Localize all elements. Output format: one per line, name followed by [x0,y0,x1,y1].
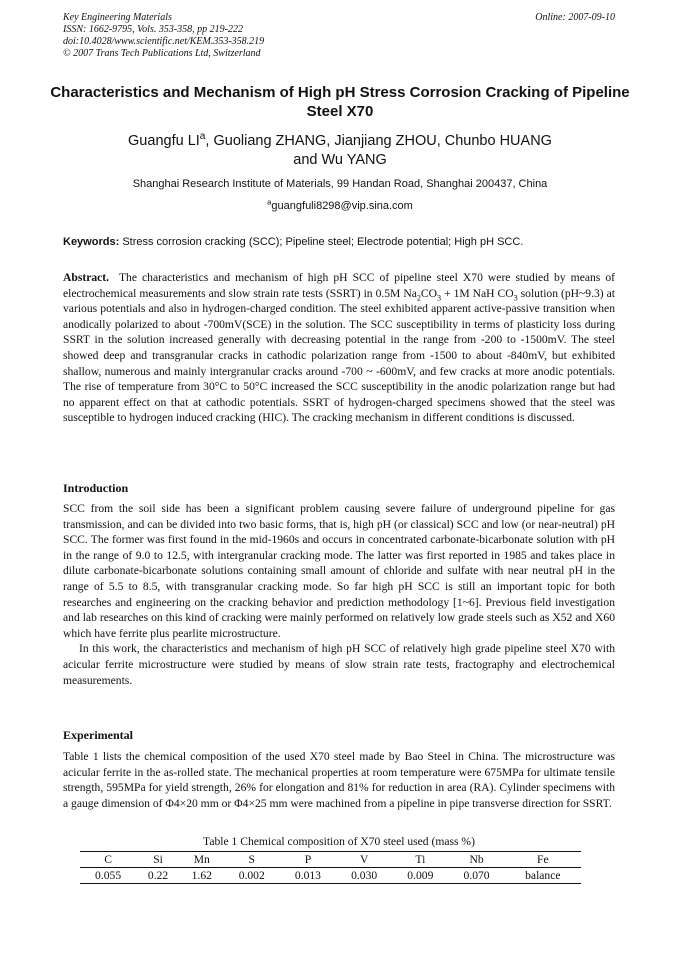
introduction-body [63,501,615,688]
col-header: P [304,853,312,866]
author-rest-line2: and Wu YANG [293,152,387,168]
affiliation: Shanghai Research Institute of Materials, 99 Handan Road, Shanghai 200437, China [132,178,548,190]
email-affil-mark: a [267,197,272,207]
keywords-text: Stress corrosion cracking (SCC); Pipeline steel; Electrode potential; High pH SCC. [122,236,524,248]
composition-table [80,851,581,884]
abstract-sub1: 2 [416,292,421,302]
email-address[interactable]: guangfuli8298@vip.sina.com [271,200,413,212]
copyright-line: © 2007 Trans Tech Publications Ltd, Switzerland [63,48,261,59]
introduction-paragraph-1: SCC from the soil side has been a significant problem causing severe failure of underground pipeline for gas transmission, and can be divided into two basic forms, that is, high pH (or classical) SCC and low (or near-neutral) pH SCC. The former was first found in the mid-1960s and occurs in concentrated carbonate-bicarbonate solution with pH in the range of 9.0 to 12.5, with intergranular cracking mode. The latter was first reported in 1985 and takes place in dilute carbonate-bicarbonate solutions containing small amount of chloride and sulfate with near neutral pH in the range of 5.5 to 8.5, with transgranular cracking mode. So far high pH SCC is still an important topic for both researches and engineering on the cracking behavior and prediction methodology [1~6]. Previous field investigation and lab researches on this kind of cracking were mainly performed on relatively low grade steels such as X52 and X60 which have ferrite plus pearlite microstructure. [63,502,615,640]
col-header: Fe [537,853,549,866]
col-header: Si [153,853,163,866]
table-header-row [80,852,581,868]
col-header: C [104,853,112,866]
issn-line: ISSN: 1662-9795, Vols. 353-358, pp 219-222 [63,24,243,35]
author-rest-line1: , Guoliang ZHANG, Jianjiang ZHOU, Chunbo HUANG [205,133,552,149]
keywords-label: Keywords: [63,236,120,248]
col-header: S [248,853,255,866]
abstract [63,270,615,426]
abstract-part2: CO [420,286,438,300]
introduction-heading: Introduction [63,481,129,495]
table-row [80,868,581,884]
table1-caption: Table 1 Chemical composition of X70 steel used (mass %) [203,835,475,848]
table-cell: balance [525,869,561,882]
table-cell: 0.013 [294,869,321,882]
table-cell: 0.22 [147,869,169,882]
table-cell: 0.009 [407,869,434,882]
introduction-paragraph-2: In this work, the characteristics and mechanism of high pH SCC of relatively high grade pipeline steel X70 with acicular ferrite microstructure were studied by means of slow strain rate tests, fractography and electrochemical measurements. [63,642,615,687]
table-cell: 0.070 [463,869,490,882]
abstract-label: Abstract. [63,271,110,284]
author-first-affil-mark: a [199,131,206,143]
abstract-sub2: 3 [437,292,442,302]
experimental-body [63,749,615,811]
abstract-sub3: 3 [513,292,518,302]
author-list [60,132,620,170]
col-header: Ti [415,853,426,866]
table-cell: 1.62 [191,869,212,882]
experimental-paragraph-1: Table 1 lists the chemical composition of the used X70 steel made by Bao Steel in China. The microstructure was acicular ferrite in the as-rolled state. The mechanical properties at room temperature were 675MPa for ultimate tensile strength, 595MPa for yield strength, 26% for elongation and 81% for reduction in area (RA). Cylinder specimens with a gauge dimension of Φ4×20 mm or Φ4×25 mm were machined from a pipeline in pipe transverse direction for SSRT. [63,750,615,810]
online-date: Online: 2007-09-10 [535,12,615,23]
abstract-part3: + 1M NaH CO [441,286,514,300]
abstract-part1: The characteristics and mechanism of high pH SCC of pipeline steel X70 were studied by means of electrochemical measurements and slow strain rate tests (SSRT) in 0.5M Na [63,271,615,300]
keywords [63,235,618,249]
table-cell: 0.030 [351,869,378,882]
paper-title: Characteristics and Mechanism of High pH Stress Corrosion Cracking of Pipeline Steel X70 [50,84,630,120]
abstract-part4: solution (pH~9.3) at various potentials and also in hydrogen-charged condition. The steel exhibited apparent active-passive transition when anodically polarized to about -700mV(SCE) in the solution. The SCC susceptibility in terms of plasticity loss during SSRT in the solution increased generally with decreasing potential in the range from -200 to -1500mV. The steel showed deep and transgranular cracks in cathodic polarization range from -1500 to about -840mV, but exhibited shallow, numerous and mainly intergranular cracks around -700 ~ -600mV, and few cracks at more anodic potentials. The rise of temperature from 30°C to 50°C increased the SCC susceptibility in the anodic polarization range but had no apparent effect on that at cathodic potentials. SSRT of hydrogen-charged specimens showed that the steel was susceptible to hydrogen induced cracking (HIC). The cracking mechanism in different conditions is discussed. [63,286,615,425]
table-cell: 0.055 [95,869,122,882]
table-cell: 0.002 [238,869,265,882]
doi-line: doi:10.4028/www.scientific.net/KEM.353-358.219 [63,36,265,47]
col-header: Nb [469,853,484,866]
experimental-heading: Experimental [63,728,133,742]
col-header: V [359,853,369,866]
journal-header [63,12,615,60]
email-line [60,199,620,213]
col-header: Mn [193,853,210,866]
journal-name: Key Engineering Materials [63,12,172,23]
author-first: Guangfu LI [128,133,200,149]
